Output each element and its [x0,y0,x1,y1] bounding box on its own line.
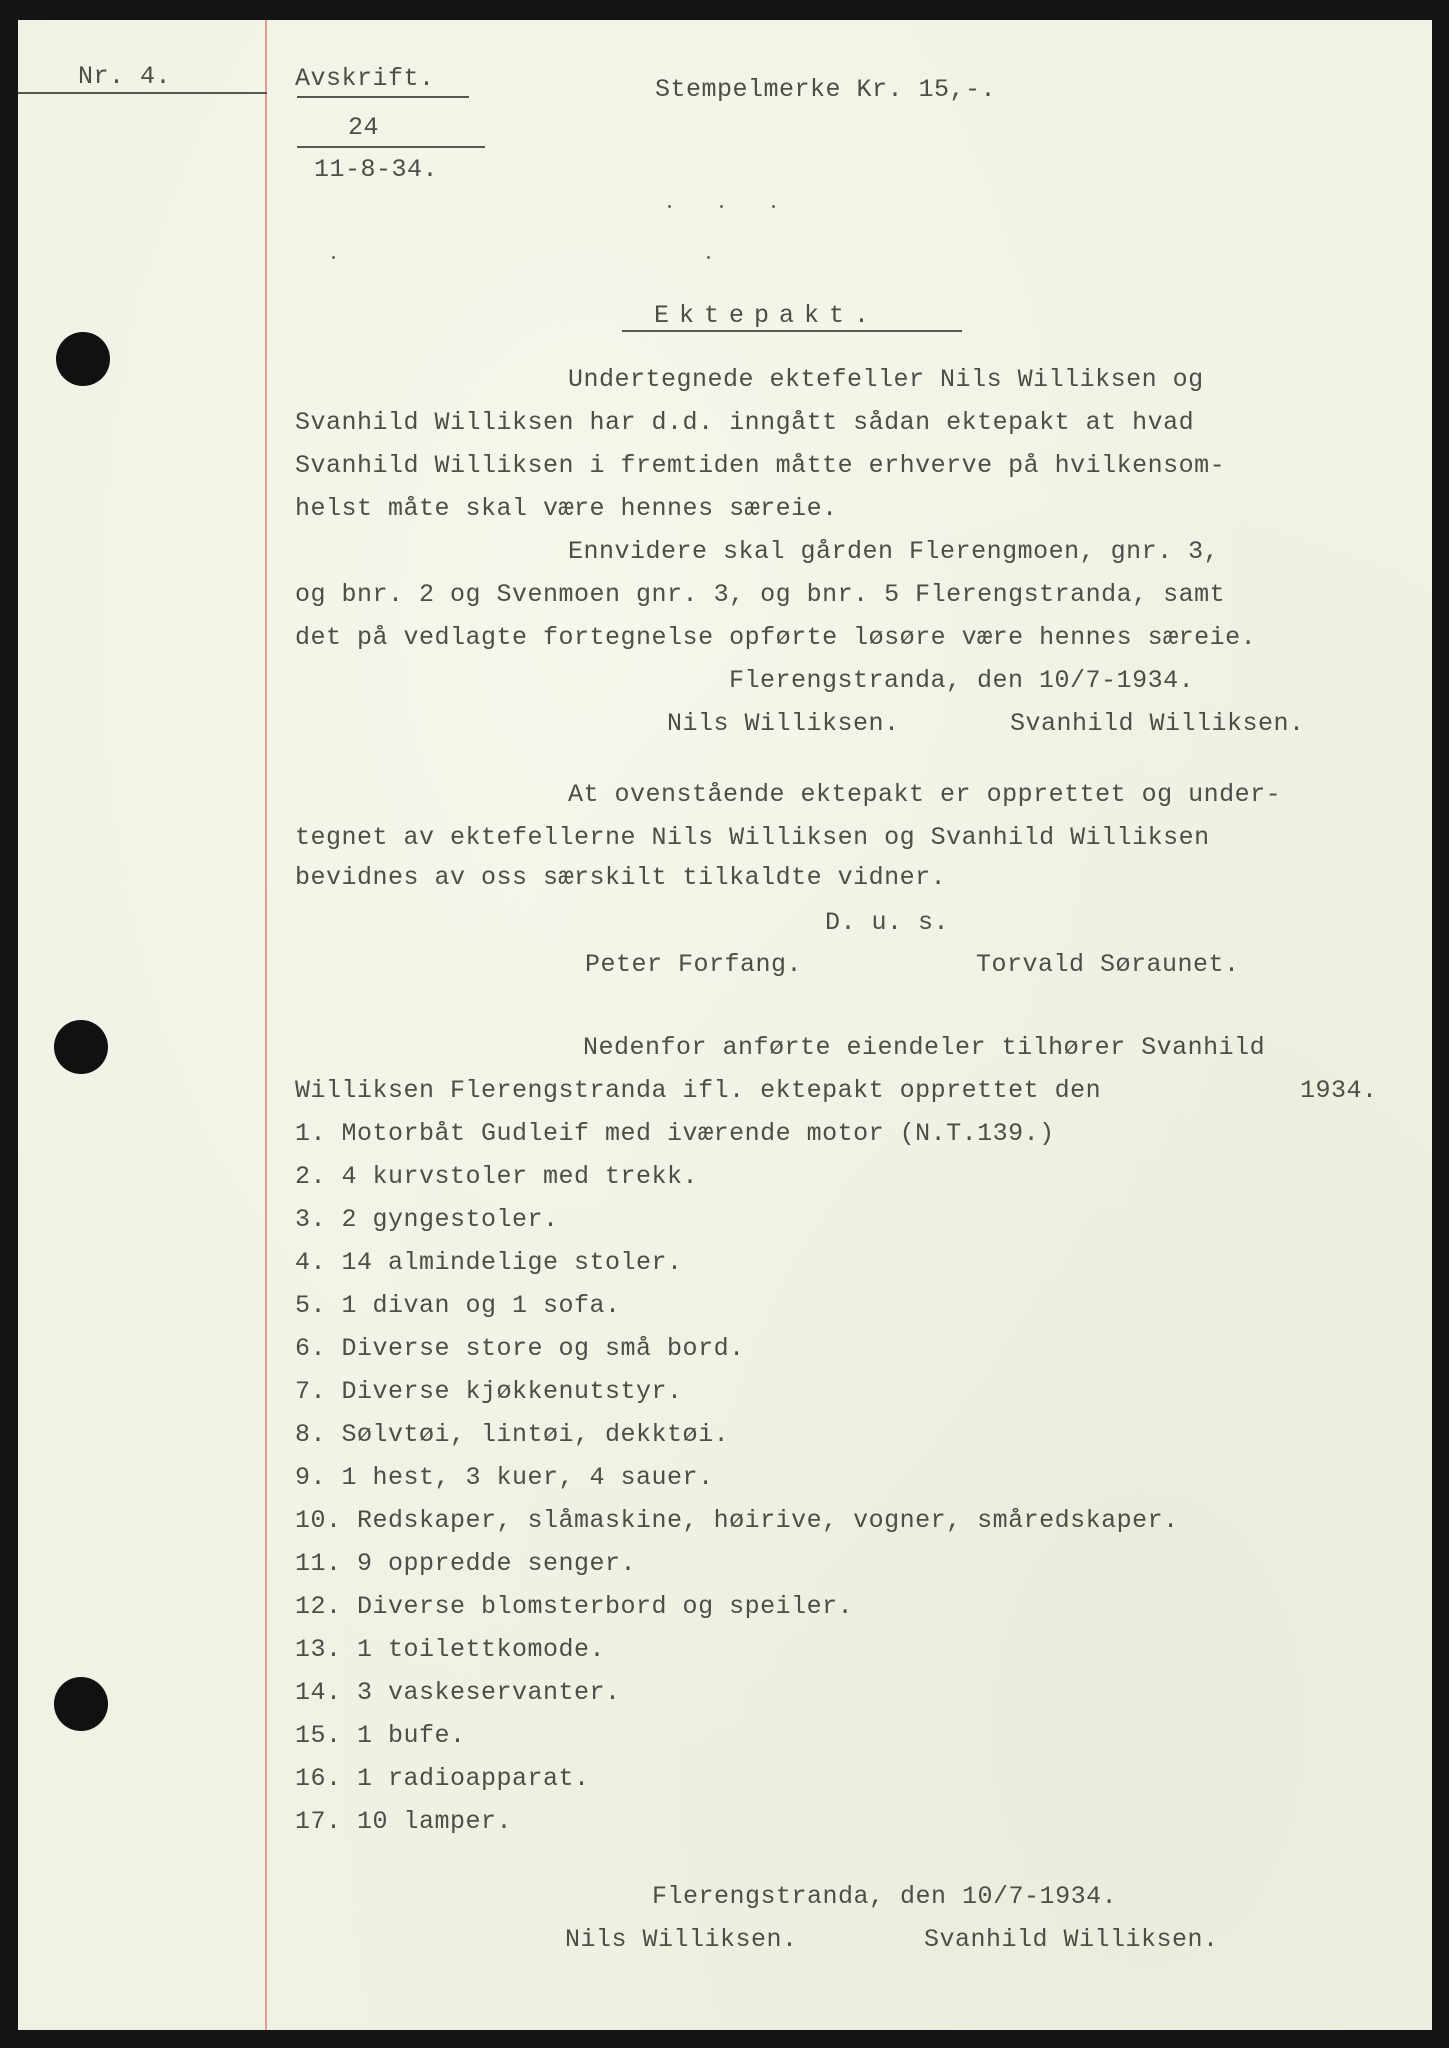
inventory-item: 16. 1 radioapparat. [295,1764,590,1793]
inventory-item: 10. Redskaper, slåmaskine, høirive, vogner, småredskaper. [295,1506,1179,1535]
contract-line: det på vedlagte fortegnelse opførte løsøre være hennes særeie. [295,623,1257,652]
contract-place-date: Flerengstranda, den 10/7-1934. [729,666,1195,695]
number-underline [18,92,267,94]
copy-label: Avskrift. [295,64,435,93]
contract-line: helst måte skal være hennes særeie. [295,494,838,523]
registration-date: 11-8-34. [314,155,439,184]
punch-hole-icon [54,1677,108,1731]
stamp-text: Stempelmerke Kr. 15,-. [655,75,997,104]
speck [720,205,723,208]
attestation-line: tegnet av ektefellerne Nils Williksen og Svanhild Williksen [295,823,1210,852]
inventory-item: 3. 2 gyngestoler. [295,1205,559,1234]
punch-hole-icon [54,1020,108,1074]
inventory-item: 5. 1 divan og 1 sofa. [295,1291,621,1320]
inventory-item: 4. 14 almindelige stoler. [295,1248,683,1277]
inventory-place-date: Flerengstranda, den 10/7-1934. [652,1882,1118,1911]
inventory-item: 12. Diverse blomsterbord og speiler. [295,1592,854,1621]
inventory-item: 14. 3 vaskeservanter. [295,1678,621,1707]
inventory-item: 9. 1 hest, 3 kuer, 4 sauer. [295,1463,714,1492]
inventory-item: 1. Motorbåt Gudleif med iværende motor (N.T.139.) [295,1119,1055,1148]
speck [668,205,671,208]
punch-hole-icon [56,332,110,386]
document-page [18,20,1432,2030]
copy-label-underline [297,96,469,98]
speck [707,256,710,259]
signature-husband: Nils Williksen. [667,709,900,738]
contract-line: og bnr. 2 og Svenmoen gnr. 3, og bnr. 5 Flerengstranda, samt [295,580,1226,609]
inventory-item: 11. 9 oppredde senger. [295,1549,637,1578]
inventory-item: 7. Diverse kjøkkenutstyr. [295,1377,683,1406]
red-margin-line [265,20,267,2030]
inventory-item: 2. 4 kurvstoler med trekk. [295,1162,699,1191]
speck [772,205,775,208]
document-title: Ektepakt. [654,301,880,330]
serial-number: 24 [348,113,380,142]
inventory-item: 17. 10 lamper. [295,1807,513,1836]
dus-abbreviation: D. u. s. [825,908,950,937]
inventory-intro-year: 1934. [1300,1076,1378,1105]
contract-line: Svanhild Williksen i fremtiden måtte erhverve på hvilkensom- [295,451,1226,480]
title-underline [622,330,962,332]
inventory-signature-wife: Svanhild Williksen. [924,1925,1219,1954]
inventory-signature-husband: Nils Williksen. [565,1925,798,1954]
inventory-item: 13. 1 toilettkomode. [295,1635,606,1664]
document-number: Nr. 4. [78,62,172,91]
inventory-intro-line: Nedenfor anførte eiendeler tilhører Svanhild [583,1033,1266,1062]
contract-line: Undertegnede ektefeller Nils Williksen og [568,365,1204,394]
attestation-line: At ovenstående ektepakt er opprettet og under- [568,780,1282,809]
witness-2: Torvald Søraunet. [976,950,1240,979]
inventory-item: 8. Sølvtøi, lintøi, dekktøi. [295,1420,730,1449]
serial-underline [297,146,485,148]
signature-wife: Svanhild Williksen. [1010,709,1305,738]
inventory-intro-line: Williksen Flerengstranda ifl. ektepakt opprettet den [295,1076,1102,1105]
attestation-line: bevidnes av oss særskilt tilkaldte vidner. [295,863,947,892]
inventory-item: 15. 1 bufe. [295,1721,466,1750]
witness-1: Peter Forfang. [585,950,803,979]
contract-line: Svanhild Williksen har d.d. inngått sådan ektepakt at hvad [295,408,1195,437]
inventory-item: 6. Diverse store og små bord. [295,1334,745,1363]
contract-line: Ennvidere skal gården Flerengmoen, gnr. 3, [568,537,1220,566]
speck [332,256,335,259]
